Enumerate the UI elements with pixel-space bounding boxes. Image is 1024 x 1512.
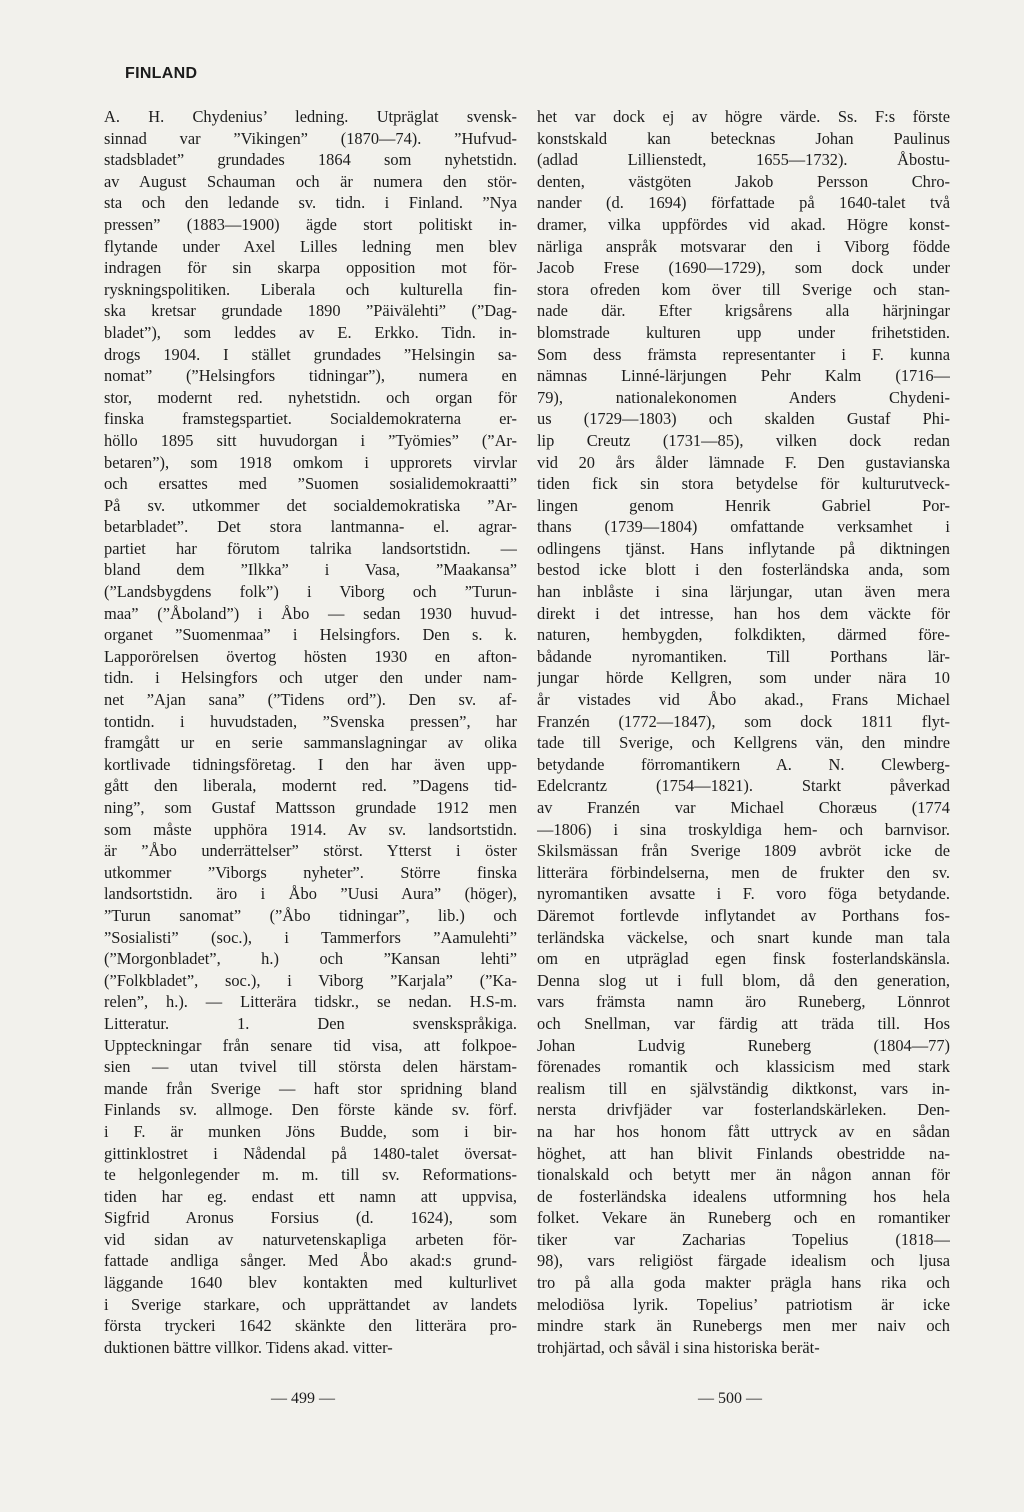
left-column-line: A. H. Chydenius’ ledning. Utpräglat svensk- [104, 107, 517, 126]
left-column-line: sinnad var ”Vikingen” (1870—74). ”Hufvud- [104, 128, 517, 148]
left-column-line: tidn. i Helsingfors och utger den under nam- [104, 668, 517, 688]
left-column-line: av August Schauman och är numera den stör- [104, 171, 517, 191]
left-column-line: stadsbladet” grundades 1864 som nyhetstidn. [104, 150, 517, 170]
right-column-line: de fosterländska idealens utformning hos hela [537, 1186, 950, 1206]
right-column-line: nersta drivfjäder var fosterlandskärleken. Den- [537, 1100, 950, 1120]
left-column-line: Finlands sv. allmoge. Den förste kände sv. förf. [104, 1100, 517, 1120]
right-column-line: stora ofreden kom över till Sverige och stan- [537, 279, 950, 299]
right-column-line: närliga anspråk motsvarar den i Viborg födde [537, 236, 950, 256]
right-column-line: Denna slog ut i full blom, då den generation, [537, 970, 950, 990]
right-column-line: lingen genom Henrik Gabriel Por- [537, 495, 950, 515]
right-column-line: nade där. Efter krigsårens alla härjningar [537, 301, 950, 321]
right-column-line: Skilsmässan från Sverige 1809 avbröt icke de [537, 841, 950, 861]
right-column-line: nander (d. 1694) författade på 1640-talet två [537, 193, 950, 213]
right-column-line: Johan Ludvig Runeberg (1804—77) [537, 1035, 950, 1055]
left-column-line: flytande under Axel Lilles ledning men blev [104, 236, 517, 256]
left-column-line: (”Folkbladet”, soc.), i Viborg ”Karjala” (”Ka- [104, 970, 517, 990]
right-column-line: höghet, att han blivit Finlands obestridde na- [537, 1143, 950, 1163]
right-column-line: folket. Vekare än Runeberg och en romantiker [537, 1208, 950, 1228]
left-column-line: ska kretsar grundade 1890 ”Päivälehti” (”Dag- [104, 301, 517, 321]
right-column-line: förenades romantik och klassicism med stark [537, 1057, 950, 1077]
left-column-line: gittinklostret i Nådendal på 1480-talet översat- [104, 1143, 517, 1163]
right-column-line: 98), vars religiöst färgade idealism och ljusa [537, 1251, 950, 1271]
right-column-line: blomstrade kulturen upp under frihetstiden. [537, 322, 950, 342]
page-header-title: FINLAND [125, 65, 198, 82]
left-column-line: som måste upphöra 1914. Av sv. landsortstidn. [104, 819, 517, 839]
right-column-line: han inblåste i sina lärjungar, utan även mera [537, 582, 950, 602]
right-column-line: terländska väckelse, och snart kunde man tala [537, 927, 950, 947]
right-column-line: och Snellman, var färdig att träda till. Hos [537, 1013, 950, 1033]
left-column-line: första tryckeri 1642 skänkte den litterära pro- [104, 1316, 517, 1336]
right-column-line: tionalskald och betytt mer än någon annan för [537, 1165, 950, 1185]
left-column-line: läggande 1640 blev kontakten med kulturlivet [104, 1273, 517, 1293]
left-column-line: bland dem ”Ilkka” i Vasa, ”Maakansa” [104, 560, 517, 580]
left-column-line: tiden har eg. endast ett namn att uppvisa, [104, 1186, 517, 1206]
left-column-line: i F. är munken Jöns Budde, som i bir- [104, 1121, 517, 1141]
right-column-line: naturen, hembygden, folkdikten, därmed före- [537, 625, 950, 645]
right-column-line: nämnas Linné-lärjungen Pehr Kalm (1716— [537, 366, 950, 386]
left-column-line: vid sidan av naturvetenskapliga arbeten för- [104, 1229, 517, 1249]
left-column-line: te helgonlegender m. m. till sv. Reformations- [104, 1165, 517, 1185]
right-column-line: tiker var Zacharias Topelius (1818— [537, 1229, 950, 1249]
left-column-line: tontidn. i huvudstaden, ”Svenska pressen”, har [104, 711, 517, 731]
left-column-line: framgått ur en serie sammanslagningar av olika [104, 733, 517, 753]
right-column-line: odlingens tjänst. Hans inflytande på diktningen [537, 538, 950, 558]
right-text-column [537, 106, 950, 1358]
right-column-line: Edelcrantz (1754—1821). Starkt påverkad [537, 776, 950, 796]
left-column-line: duktionen bättre villkor. Tidens akad. vitter- [104, 1337, 393, 1357]
left-column-line: nomat” (”Helsingfors tidningar”), numera en [104, 366, 517, 386]
left-column-line: pressen” (1883—1900) ägde stort politiskt in- [104, 214, 517, 234]
left-column-line: sien — utan tvivel till största delen härstam- [104, 1057, 517, 1077]
right-column-line: bådande nyromantiken. Till Porthans lär- [537, 646, 950, 666]
right-column-line: us (1729—1803) och skalden Gustaf Phi- [537, 409, 950, 429]
right-column-line: Franzén (1772—1847), som dock 1811 flyt- [537, 711, 950, 731]
right-column-line: realism till en självständig diktkonst, vars in- [537, 1078, 950, 1098]
left-column-line: är ”Åbo underrättelser” störst. Ytterst i öster [104, 841, 517, 861]
right-column-line: om en utpräglad egen finsk fosterlandskänsla. [537, 949, 950, 969]
left-column-line: finska framstegspartiet. Socialdemokraterna er- [104, 409, 517, 429]
left-column-line: mande från Sverige — haft stor spridning bland [104, 1078, 517, 1098]
left-column-line: kortlivade tidningsföretag. I den har även upp- [104, 754, 517, 774]
right-column-line: jungar hörde Kellgren, som under nära 10 [537, 668, 950, 688]
left-column-line: stor, modernt red. nyhetstidn. och organ för [104, 387, 517, 407]
right-column-line: av Franzén var Michael Choræus (1774 [537, 798, 950, 817]
right-column-line: 79), nationalekonomen Anders Chydeni- [537, 387, 950, 407]
left-column-line: i Sverige starkare, och upprättandet av landets [104, 1294, 517, 1314]
left-column-line: utkommer ”Viborgs nyheter”. Större finska [104, 862, 517, 882]
left-column-line: Sigfrid Aronus Forsius (d. 1624), som [104, 1208, 517, 1228]
left-column-line: landsortstidn. äro i Åbo ”Uusi Aura” (höger), [104, 884, 517, 904]
right-column-line: konstskald kan betecknas Johan Paulinus [537, 128, 950, 148]
right-column-line: år vistades vid Åbo akad., Frans Michael [537, 690, 950, 710]
left-column-line: fattade andliga sånger. Med Åbo akad:s grund- [104, 1251, 517, 1271]
right-column-line: Som dess främsta representanter i F. kunna [537, 344, 950, 364]
left-column-line: indragen för sin skarpa opposition mot för- [104, 258, 517, 278]
right-column-line: litterära förbindelserna, men de frukter den sv. [537, 862, 950, 882]
right-column-line: het var dock ej av högre värde. Ss. F:s förste [537, 107, 950, 126]
right-column-line: vid 20 års ålder lämnade F. Den gustavianska [537, 452, 950, 472]
right-column-line: betydande förromantikern A. N. Clewberg- [537, 754, 950, 774]
right-column-line: vars främsta namn äro Runeberg, Lönnrot [537, 992, 950, 1012]
right-column-line: tade till Sverige, och Kellgrens vän, den mindre [537, 733, 950, 753]
left-column-line: ryskningspolitiken. Liberala och kulturella fin- [104, 279, 517, 299]
right-column-line: bestod icke blott i den fosterländska anda, som [537, 560, 950, 580]
right-column-line: na har hos honom fått uttryck av en sådan [537, 1121, 950, 1141]
left-column-line: ”Sosialisti” (soc.), i Tammerfors ”Aamulehti” [104, 927, 517, 947]
right-column-line: nyromantiken avsatte i F. voro föga betydande. [537, 884, 950, 904]
right-column-line: Däremot fortlevde inflytandet av Porthans fos- [537, 905, 950, 925]
right-column-line: tro på alla goda makter prägla hans rika och [537, 1273, 950, 1293]
left-page-number: — 499 — [271, 1390, 335, 1407]
left-column-line: gått den liberala, modernt red. ”Dagens tid- [104, 776, 517, 796]
right-page-number: — 500 — [698, 1390, 762, 1407]
left-column-line: sta och den ledande sv. tidn. i Finland. ”Nya [104, 193, 517, 213]
left-column-line: relen”, h.). — Litterära tidskr., se nedan. H.S-m. [104, 992, 517, 1012]
right-column-line: dramer, vilka uppfördes vid akad. Högre konst- [537, 214, 950, 234]
left-column-line: ”Turun sanomat” (”Åbo tidningar”, lib.) och [104, 905, 517, 925]
left-column-line: bladet”), som leddes av E. Erkko. Tidn. in- [104, 322, 517, 342]
left-column-line: (”Landsbygdens folk”) i Viborg och ”Turun- [104, 582, 517, 602]
left-column-line: betaren”), som 1918 omkom i upprorets virvlar [104, 452, 517, 472]
left-column-line: Litteratur. 1. Den svenskspråkiga. [104, 1013, 517, 1033]
right-column-line: —1806) i sina troskyldiga hem- och barnvisor. [537, 819, 950, 839]
left-column-line: höllo 1895 sitt huvudorgan i ”Työmies” (”Ar- [104, 430, 517, 450]
left-column-line: net ”Ajan sana” (”Tidens ord”). Den sv. af- [104, 690, 517, 710]
right-column-line: (adlad Lillienstedt, 1655—1732). Åbostu- [537, 150, 950, 170]
right-column-line: melodiösa lyrik. Topelius’ patriotism är icke [537, 1294, 950, 1314]
left-column-line: maa” (”Åboland”) i Åbo — sedan 1930 huvud- [104, 603, 517, 623]
right-column-line: direkt i det intresse, han hos dem väckte för [537, 603, 950, 623]
right-column-line: Jacob Frese (1690—1729), som dock under [537, 258, 950, 278]
right-column-line: denten, västgöten Jakob Persson Chro- [537, 171, 950, 191]
left-column-line: och ersattes med ”Suomen sosialidemokraatti” [104, 474, 517, 494]
right-column-line: trohjärtad, och såväl i sina historiska berät- [537, 1337, 820, 1357]
left-column-line: På sv. utkommer det socialdemokratiska ”Ar- [104, 495, 517, 515]
left-column-line: (”Morgonbladet”, h.) och ”Kansan lehti” [104, 949, 517, 969]
left-column-line: organet ”Suomenmaa” i Helsingfors. Den s. k. [104, 625, 517, 645]
left-text-column [104, 106, 517, 1358]
left-column-line: partiet har förutom talrika landsortstidn. — [104, 538, 517, 558]
left-column-line: Uppteckningar från senare tid visa, att folkpoe- [104, 1035, 517, 1055]
right-column-line: lip Creutz (1731—85), vilken dock redan [537, 430, 950, 450]
left-column-line: ning”, som Gustaf Mattsson grundade 1912 men [104, 798, 517, 817]
left-column-line: drogs 1904. I stället grundades ”Helsingin sa- [104, 344, 517, 364]
left-column-line: Lapporörelsen övertog hösten 1930 en afton- [104, 646, 517, 666]
right-column-line: thans (1739—1804) omfattande verksamhet i [537, 517, 950, 537]
left-column-line: betarbladet”. Det stora lantmanna- el. agrar- [104, 517, 517, 537]
right-column-line: mindre stark än Runebergs men mer naiv och [537, 1316, 950, 1336]
right-column-line: tiden fick sin stora betydelse för kulturutveck- [537, 474, 950, 494]
